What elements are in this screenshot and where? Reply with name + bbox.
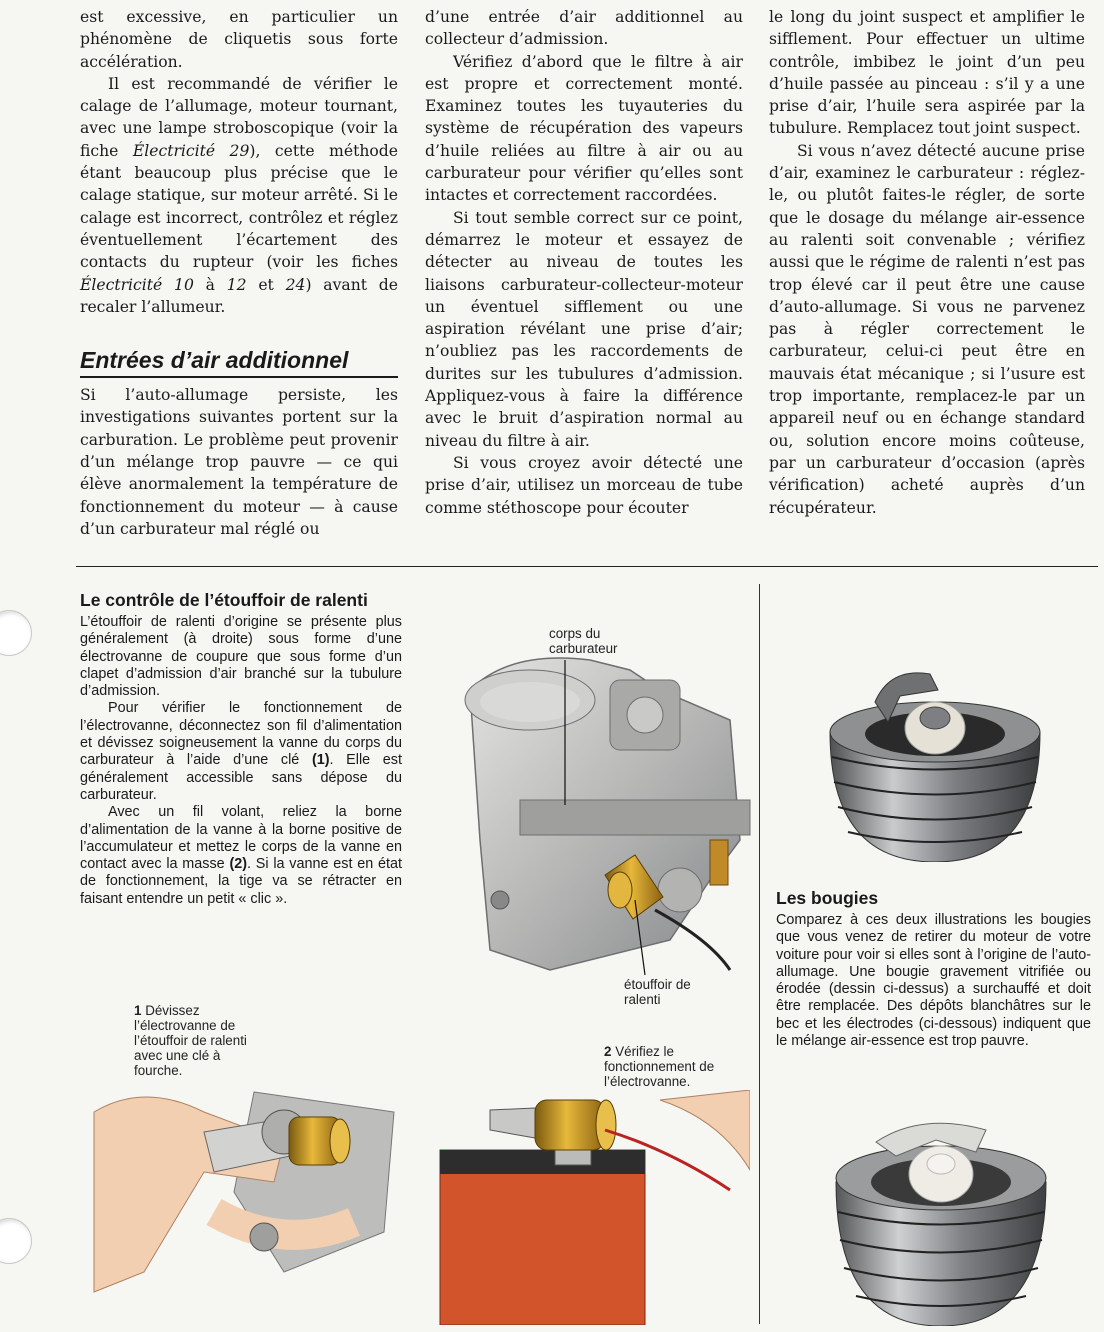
text-column-2 — [425, 6, 743, 519]
paragraph: Si vous n’avez détecté aucune prise d’air, examinez le carburateur : réglez-le, ou plutôt faites-le régler, de sorte que le dosage du mélange air-essence au ralenti soit convenable ; vérifiez aussi que le régime de ralenti n’est pas trop élevé car il peut être une cause d’auto-allumage. Si vous ne parvenez pas à régler correctement le carburateur, celui-ci peut être en mauvais état mécanique ; si l’usure est trop importante, remplacez-le par un appareil neuf ou en échange standard ou, solution encore moins coûteuse, par un carburateur d’occasion (après vérification) acheté auprès d’un récupérateur. — [769, 141, 1085, 517]
paragraph: Il est recommandé de vérifier le calage de l’allumage, moteur tournant, avec une lampe stroboscopique (voir la fiche Électricité 29), cette méthode étant beaucoup plus précise que le calage statique, sur moteur arrêté. Si le calage est incorrect, contrôlez et réglez éventuellement l’écartement des contacts du rupteur (voir les fiches Électricité 10 à 12 et 24) avant de recaler l’allumeur. — [80, 74, 398, 316]
paragraph: Si l’auto-allumage persiste, les investigations suivantes portent sur la carburation. Le problème peut provenir d’un mélange trop pauvre — ce qui élève anormalement la température de fonctionnement du moteur — à cause d’un carburateur mal réglé ou — [80, 386, 398, 538]
controle-etouffoir-section — [80, 590, 402, 908]
paragraph: Pour vérifier le fonctionnement de l’électrovanne, déconnectez son fil d’alimentation et dévissez soigneusement la vanne du corps du carburateur à l’aide d’une clé (1). Elle est généralement accessible sans dépose du carburateur. — [80, 700, 402, 803]
carburetor-illustration — [430, 640, 760, 1000]
text-column-1 — [80, 6, 398, 540]
paragraph: L’étouffoir de ralenti d’origine se présente plus généralement (à droite) sous forme d’une électrovanne de coupure que sous forme d’un clapet d’admission d’air branché sur la tubulure d’admission. — [80, 614, 402, 700]
paragraph: Si vous croyez avoir détecté une prise d’air, utilisez un morceau de tube comme stéthoscope pour écouter — [425, 453, 743, 517]
spark-plug-vitrified-illustration — [820, 662, 1050, 862]
paragraph: le long du joint suspect et amplifier le sifflement. Pour effectuer un ultime contrôle, imbibez le joint d’un peu d’huile passée au pinceau : s’il y a une prise d’air, l’huile sera aspirée par la tubulure. Remplacez tout joint suspect. — [769, 8, 1085, 138]
binder-hole-bottom — [0, 1218, 32, 1264]
paragraph: Avec un fil volant, reliez la borne d’alimentation de la vanne à la borne positive de l’accumulateur et mettez le corps de la vanne en contact avec la masse (2). Si la vanne est en état de fonctionnement, la tige va se rétracter en faisant entendre un petit « clic ». — [80, 804, 403, 907]
paragraph: Comparez à ces deux illustrations les bougies que vous venez de retirer du moteur de votre voiture pour voir si elles sont à l’origine de l’auto-allumage. Une bougie gravement vitrifiée ou érodée (dessin ci-dessus) a surchauffé et doit être remplacée. Des dépôts blanchâtres sur le bec et les électrodes (ci-dessous) indiquent que le mélange air-essence est trop pauvre. — [776, 912, 1091, 1050]
caption-etouffoir: étouffoir de ralenti — [624, 977, 691, 1007]
paragraph: d’une entrée d’air additionnel au collecteur d’admission. — [425, 8, 743, 49]
caption-step1: 1 Dévissez l’électrovanne de l’étouffoir de ralenti avec une clé à fourche. — [134, 1003, 247, 1078]
horizontal-divider — [76, 566, 1098, 567]
paragraph: est excessive, en particulier un phénomène de cliquetis sous forte accélération. — [80, 8, 398, 71]
text-column-3 — [769, 6, 1085, 519]
spark-plug-deposits-illustration — [826, 1112, 1056, 1326]
caption-step2: 2 Vérifiez le fonctionnement de l’électrovanne. — [604, 1044, 715, 1089]
paragraph: Si tout semble correct sur ce point, démarrez le moteur et essayez de détecter au niveau de toutes les liaisons carburateur-collecteur-moteur un éventuel sifflement ou une aspiration révélant une prise d’air; n’oubliez pas les raccordements de durites sur les tubulures d’admission. Appliquez-vous à faire la différence avec le bruit d’aspiration normal au niveau du filtre à air. — [425, 208, 743, 450]
section-title: Entrées d’air additionnel — [80, 346, 398, 378]
bougies-title: Les bougies — [776, 888, 879, 908]
caption-corps-carburateur: corps du carburateur — [549, 626, 618, 656]
bougies-section — [776, 888, 1091, 1050]
controle-body — [80, 614, 402, 908]
bougies-body — [776, 912, 1091, 1050]
step2-battery-illustration — [430, 1090, 750, 1325]
paragraph: Vérifiez d’abord que le filtre à air est propre et correctement monté. Examinez toutes les tuyauteries du système de récupération des vapeurs d’huile reliées au filtre à air ou au carburateur pour vérifier qu’elles sont intactes et correctement raccordées. — [425, 52, 743, 205]
binder-hole-top — [0, 610, 32, 656]
step1-wrench-illustration — [84, 1072, 404, 1322]
controle-title: Le contrôle de l’étouffoir de ralenti — [80, 590, 368, 610]
